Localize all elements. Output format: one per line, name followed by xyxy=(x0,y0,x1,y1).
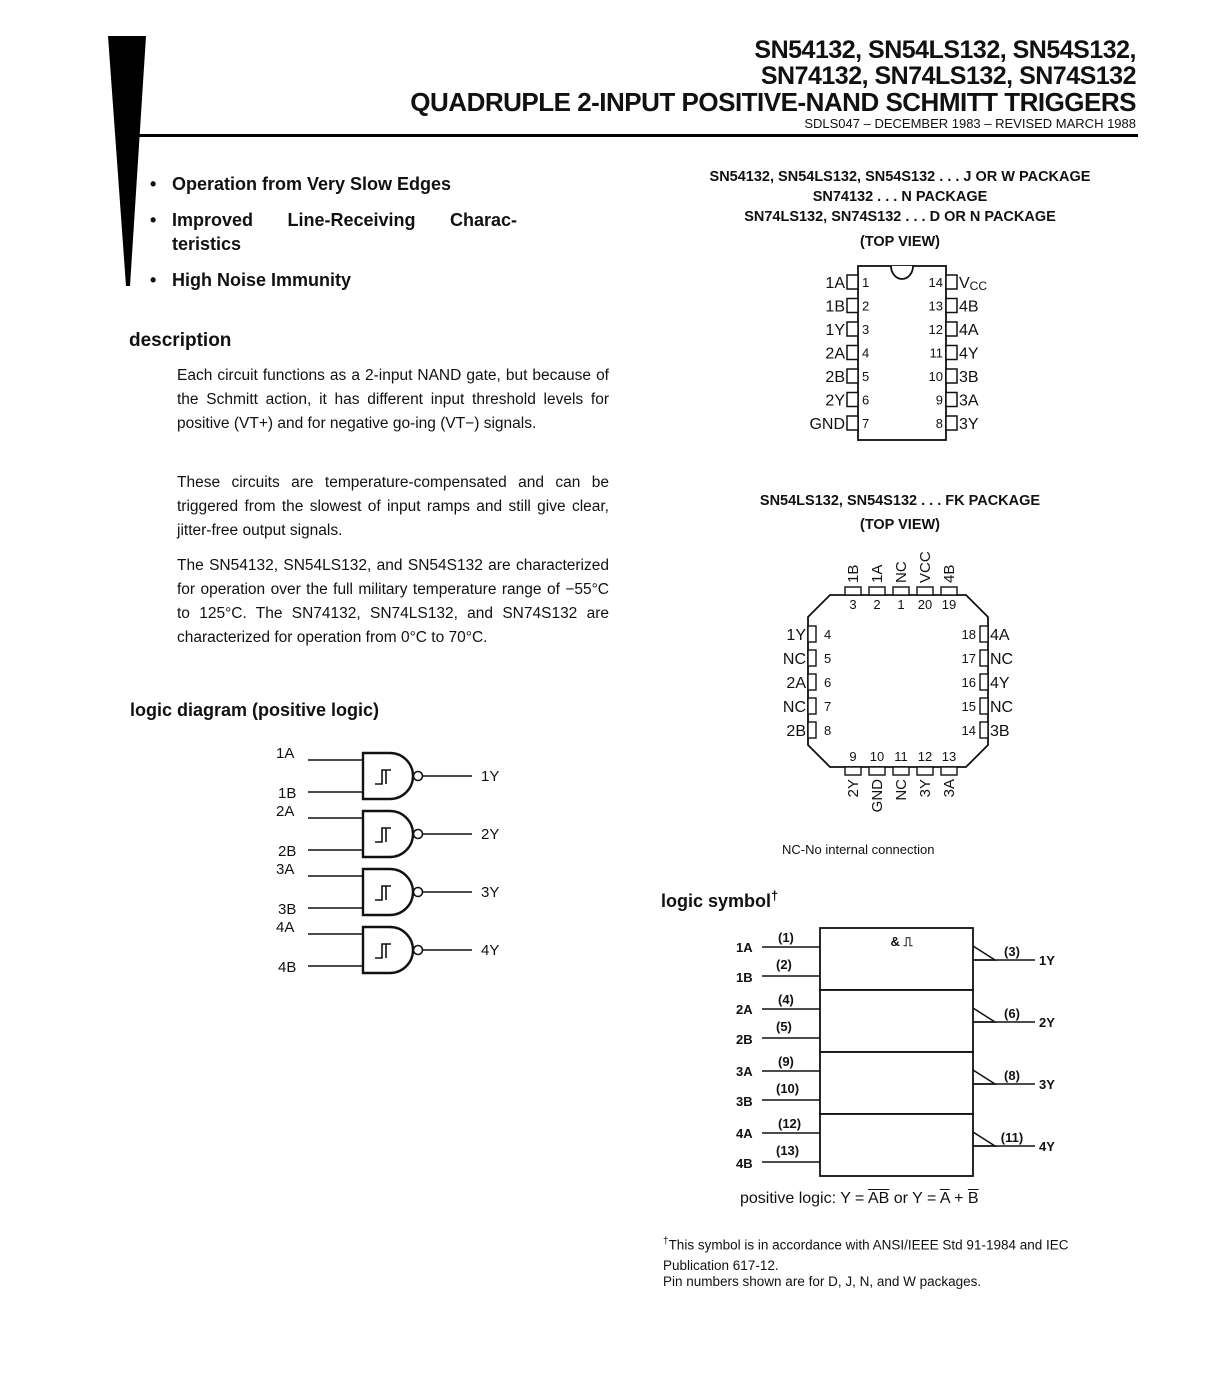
symbol-pin-y: (6) xyxy=(1004,1006,1020,1021)
fk-pin xyxy=(893,767,909,775)
description-p1: Each circuit functions as a 2-input NAND gate, but because of the Schmitt action, it has different input threshold levels for positive (VT+) and for negative go-ing (VT−) signals. xyxy=(177,367,609,432)
dip-pin-name: 1Y xyxy=(825,322,845,339)
fk-pin xyxy=(845,587,861,595)
nand-gate xyxy=(276,803,499,860)
fk-pin-number: 10 xyxy=(869,749,885,764)
symbol-gate xyxy=(736,1052,1055,1114)
fk-pin-name: VCC xyxy=(917,551,934,583)
dip-pin-name: 2A xyxy=(825,345,845,363)
footnote-dagger: † xyxy=(663,1236,669,1247)
dagger-mark: † xyxy=(771,888,779,903)
header-line-2: SN74132, SN74LS132, SN74S132 xyxy=(760,62,1136,90)
dip-pin-name: GND xyxy=(809,416,845,433)
dip-package-line-2: SN74132 . . . N PACKAGE xyxy=(812,189,988,205)
fk-pin xyxy=(845,767,861,775)
logic-symbol-heading: logic symbol† xyxy=(661,888,779,911)
fk-top-view: (TOP VIEW) xyxy=(859,517,941,533)
dip-pin-number: 6 xyxy=(862,392,870,408)
fk-pin-number: 1 xyxy=(897,597,905,612)
symbol-qualifier: & ⎍ xyxy=(890,934,913,949)
fk-pin-name: 4A xyxy=(990,627,1010,644)
fk-pin-name: 3B xyxy=(990,723,1010,740)
fk-pin-number: 14 xyxy=(961,723,976,738)
dip-pin xyxy=(946,393,957,407)
fk-pin-name: 1B xyxy=(845,564,862,583)
fk-pin xyxy=(980,698,988,714)
gate-input-b-label: 1B xyxy=(278,785,297,802)
dip-pin-number: 12 xyxy=(928,322,943,337)
symbol-input-a: 1A xyxy=(736,940,753,955)
positive-logic-equation: positive logic: $Y = \overline{AB}$ or $Y = \overline{A} + \overline{B}$ xyxy=(740,1190,979,1207)
fk-pin xyxy=(808,698,816,714)
fk-package-diagram xyxy=(760,545,1060,825)
symbol-pin-y: (8) xyxy=(1004,1068,1020,1083)
nc-note: NC-No internal connection xyxy=(782,842,935,857)
dip-pin-number: 2 xyxy=(862,298,870,314)
fk-pin xyxy=(869,587,885,595)
fk-pin-name: 1A xyxy=(869,564,886,583)
fk-pin xyxy=(980,674,988,690)
symbol-pin-a: (4) xyxy=(778,992,794,1007)
gate-output-label: 2Y xyxy=(481,826,500,843)
dip-pin xyxy=(946,416,957,430)
fk-pin-number: 18 xyxy=(961,627,976,642)
dip-pin xyxy=(847,346,858,360)
fk-pin-number: 3 xyxy=(849,597,857,612)
fk-pin-number: 11 xyxy=(894,749,908,764)
symbol-pin-b: (5) xyxy=(776,1019,792,1034)
dip-pin xyxy=(946,275,957,289)
dip-pin-number: 7 xyxy=(862,416,870,431)
fk-pin-name: 1Y xyxy=(786,627,806,644)
header-title: QUADRUPLE 2-INPUT POSITIVE-NAND SCHMITT TRIGGERS xyxy=(410,87,1136,117)
fk-pin xyxy=(941,587,957,595)
symbol-input-a: 2A xyxy=(736,1002,753,1017)
gate-input-a-label: 3A xyxy=(276,861,295,878)
dip-package-diagram xyxy=(790,262,1010,442)
dip-pin xyxy=(946,369,957,383)
dip-pin-number: 5 xyxy=(862,369,870,384)
fk-pin-name: 3A xyxy=(941,779,958,798)
feature-item: • High Noise Immunity xyxy=(150,270,352,290)
symbol-gate xyxy=(736,1114,1055,1176)
fk-pin-name: 2Y xyxy=(845,779,862,798)
fk-pin xyxy=(917,587,933,595)
symbol-input-b: 4B xyxy=(736,1156,753,1171)
dip-pin-name: VCC xyxy=(959,275,988,293)
fk-pin-name: NC xyxy=(893,561,910,583)
dip-pin xyxy=(847,369,858,383)
symbol-input-b: 1B xyxy=(736,970,753,985)
dip-pin-number: 8 xyxy=(935,416,943,431)
dip-pin xyxy=(847,322,858,336)
fk-pin-name: NC xyxy=(990,651,1014,668)
nand-gate xyxy=(276,745,499,802)
symbol-pin-y: (11) xyxy=(1000,1130,1024,1145)
fk-package-title: SN54LS132, SN54S132 . . . FK PACKAGE xyxy=(759,493,1041,509)
feature-item: • Operation from Very Slow Edges xyxy=(150,174,452,194)
dip-pin xyxy=(946,299,957,313)
fk-pin-name: NC xyxy=(893,779,910,801)
fk-pin-number: 20 xyxy=(917,597,933,612)
side-bar-graphic xyxy=(108,36,148,288)
dip-pin-number: 14 xyxy=(928,275,943,290)
fk-pin-number: 15 xyxy=(961,699,976,714)
nand-gate xyxy=(276,919,499,976)
dip-pin xyxy=(847,299,858,313)
fk-pin-number: 13 xyxy=(941,749,957,764)
description-heading: description xyxy=(129,330,232,351)
symbol-input-b: 3B xyxy=(736,1094,753,1109)
description-p2: These circuits are temperature-compensated and can be triggered from the slowest of input ramps and still give clear, jitter-free output signals. xyxy=(177,474,609,539)
gate-output-label: 4Y xyxy=(481,942,500,959)
fk-pin xyxy=(893,587,909,595)
fk-pin xyxy=(980,722,988,738)
dip-top-view: (TOP VIEW) xyxy=(859,234,941,250)
dip-pin-name: 1B xyxy=(825,298,845,316)
fk-pin-number: 8 xyxy=(824,723,832,738)
fk-pin xyxy=(808,722,816,738)
fk-pin xyxy=(941,767,957,775)
nand-gate xyxy=(276,861,499,918)
fk-pin-name: NC xyxy=(782,699,806,716)
gate-input-a-label: 4A xyxy=(276,919,295,936)
symbol-pin-a: (9) xyxy=(778,1054,794,1069)
symbol-pin-b: (2) xyxy=(776,957,792,972)
fk-pin-number: 6 xyxy=(824,675,832,690)
header-rule xyxy=(138,134,1138,137)
fk-pin-name: 4B xyxy=(941,564,958,583)
fk-pin xyxy=(808,674,816,690)
fk-pin xyxy=(869,767,885,775)
symbol-pin-a: (1) xyxy=(778,930,794,945)
fk-pin-number: 4 xyxy=(824,627,832,642)
fk-pin-number: 7 xyxy=(824,699,832,714)
dip-pin xyxy=(946,322,957,336)
fk-pin-name: 3Y xyxy=(917,779,934,798)
symbol-pin-b: (13) xyxy=(776,1143,800,1158)
symbol-output: 3Y xyxy=(1039,1077,1055,1092)
dip-pin xyxy=(847,416,858,430)
dip-pin-name: 3Y xyxy=(959,416,979,433)
symbol-gate xyxy=(736,990,1055,1052)
dip-pin-name: 2Y xyxy=(825,392,845,410)
dip-pin xyxy=(847,393,858,407)
dip-pin-name: 3A xyxy=(959,392,979,410)
dip-package-line-3: SN74LS132, SN74S132 . . . D OR N PACKAGE xyxy=(744,209,1056,225)
fk-pin-number: 12 xyxy=(917,749,933,764)
doc-id: SDLS047 – DECEMBER 1983 – REVISED MARCH 1988 xyxy=(804,116,1136,131)
feature-item: • Improved Line-Receiving Charac-teristics xyxy=(150,210,517,254)
dip-pin-name: 4B xyxy=(959,298,979,316)
symbol-input-a: 3A xyxy=(736,1064,753,1079)
fk-pin-name: 2A xyxy=(786,675,806,692)
symbol-pin-b: (10) xyxy=(776,1081,800,1096)
fk-pin-number: 9 xyxy=(849,749,857,764)
fk-pin-name: GND xyxy=(869,779,886,813)
logic-diagram xyxy=(260,740,520,990)
dip-pin-number: 10 xyxy=(928,369,943,384)
fk-pin-number: 17 xyxy=(961,651,976,666)
gate-input-b-label: 4B xyxy=(278,959,297,976)
logic-symbol-diagram xyxy=(720,920,1080,1185)
symbol-input-a: 4A xyxy=(736,1126,753,1141)
dip-pin xyxy=(946,346,957,360)
fk-pin xyxy=(917,767,933,775)
dip-pin-name: 1A xyxy=(825,275,845,292)
footnote-2: Pin numbers shown are for D, J, N, and W packages. xyxy=(663,1274,982,1289)
fk-pin xyxy=(980,626,988,642)
symbol-output: 1Y xyxy=(1039,953,1055,968)
fk-pin-name: 4Y xyxy=(990,675,1010,692)
dip-pin xyxy=(847,275,858,289)
dip-pin-number: 3 xyxy=(862,322,870,337)
symbol-output: 4Y xyxy=(1039,1139,1055,1154)
gate-output-label: 1Y xyxy=(481,768,500,785)
dip-pin-number: 9 xyxy=(935,392,943,408)
footnote-1: †This symbol is in accordance with ANSI/IEEE Std 91-1984 and IEC Publication 617-12. xyxy=(663,1236,1069,1273)
symbol-input-b: 2B xyxy=(736,1032,753,1047)
symbol-pin-a: (12) xyxy=(778,1116,802,1131)
fk-pin-number: 19 xyxy=(941,597,957,612)
fk-pin-name: NC xyxy=(990,699,1014,716)
dip-pin-number: 13 xyxy=(928,298,943,314)
symbol-pin-y: (3) xyxy=(1004,944,1020,959)
dip-pin-name: 4A xyxy=(959,322,979,339)
header-line-1: SN54132, SN54LS132, SN54S132, xyxy=(754,36,1136,64)
fk-pin-name: NC xyxy=(782,651,806,668)
fk-pin-name: 2B xyxy=(786,723,806,740)
gate-output-label: 3Y xyxy=(481,884,500,901)
gate-input-a-label: 2A xyxy=(276,803,295,820)
dip-pin-name: 4Y xyxy=(959,345,979,363)
gate-input-b-label: 2B xyxy=(278,843,297,860)
gate-input-b-label: 3B xyxy=(278,901,297,918)
description-p3: The SN54132, SN54LS132, and SN54S132 are characterized for operation over the full military temperature range of −55°C to 125°C. The SN74132, SN74LS132, and SN74S132 are characterized for operation from 0°C to 70°C. xyxy=(177,557,609,646)
fk-pin-number: 2 xyxy=(873,597,881,612)
gate-input-a-label: 1A xyxy=(276,745,295,762)
dip-pin-name: 3B xyxy=(959,369,979,386)
dip-package-line-1: SN54132, SN54LS132, SN54S132 . . . J OR W PACKAGE xyxy=(709,169,1091,185)
dip-pin-number: 11 xyxy=(929,345,943,361)
logic-diagram-heading: logic diagram (positive logic) xyxy=(130,700,380,720)
fk-pin-number: 5 xyxy=(824,651,832,666)
fk-pin xyxy=(808,650,816,666)
fk-pin xyxy=(980,650,988,666)
dip-pin-number: 1 xyxy=(862,275,870,290)
dip-pin-name: 2B xyxy=(825,369,845,386)
symbol-output: 2Y xyxy=(1039,1015,1055,1030)
dip-pin-number: 4 xyxy=(862,345,870,361)
fk-pin-number: 16 xyxy=(961,675,976,690)
fk-pin xyxy=(808,626,816,642)
